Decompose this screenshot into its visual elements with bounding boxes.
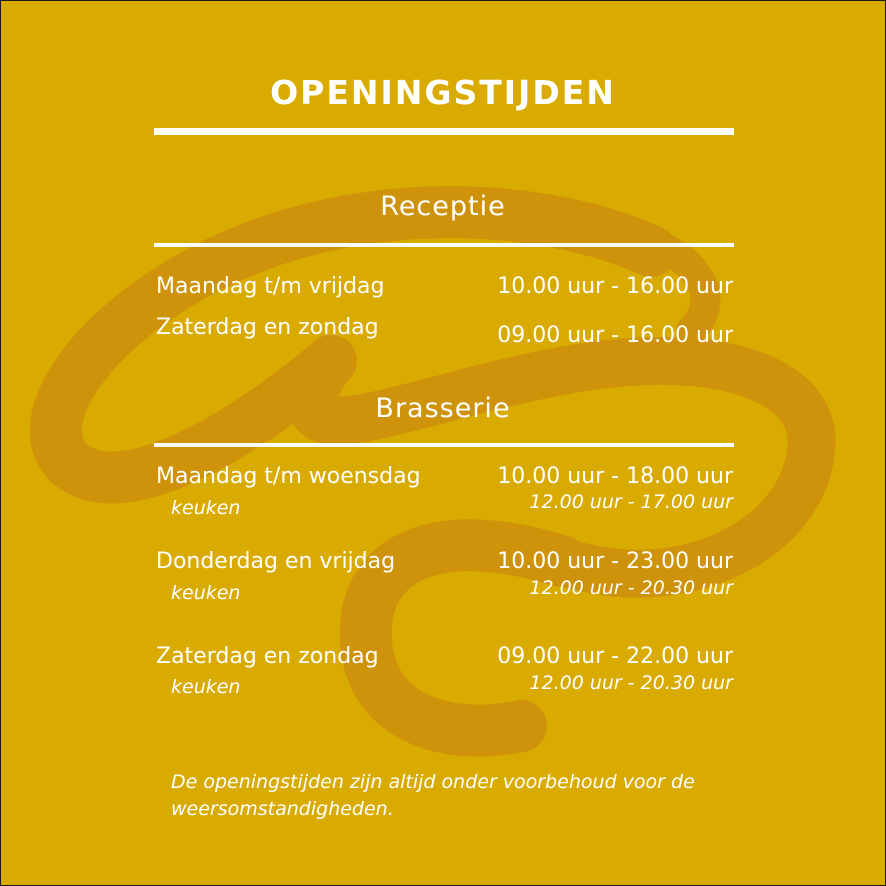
hours-value: 10.00 uur - 18.00 uur [497,464,733,489]
hours-value: 10.00 uur - 16.00 uur [497,274,733,299]
hours-value: 09.00 uur - 16.00 uur [497,323,733,348]
title-divider [154,128,734,135]
day-label: Zaterdag en zondag [156,644,379,669]
hours-value: 09.00 uur - 22.00 uur [497,644,733,669]
day-label: Maandag t/m woensdag [156,464,421,489]
section-divider-receptie [154,243,734,247]
day-label: Donderdag en vrijdag [156,549,396,574]
section-title-brasserie: Brasserie [375,393,511,424]
day-label: Zaterdag en zondag [156,315,379,340]
kitchen-hours: 12.00 uur - 20.30 uur [529,672,733,694]
section-divider-brasserie [154,443,734,447]
day-label: Maandag t/m vrijdag [156,274,385,299]
kitchen-label: keuken [171,497,241,519]
kitchen-label: keuken [171,676,241,698]
section-title-receptie: Receptie [380,191,506,222]
hours-value: 10.00 uur - 23.00 uur [497,549,733,574]
kitchen-hours: 12.00 uur - 17.00 uur [529,491,733,513]
kitchen-hours: 12.00 uur - 20.30 uur [529,577,733,599]
page-title: OPENINGSTIJDEN [270,73,616,112]
disclaimer-note: De openingstijden zijn altijd onder voorbehoud voor de weersomstandigheden. [171,771,695,820]
kitchen-label: keuken [171,582,241,604]
